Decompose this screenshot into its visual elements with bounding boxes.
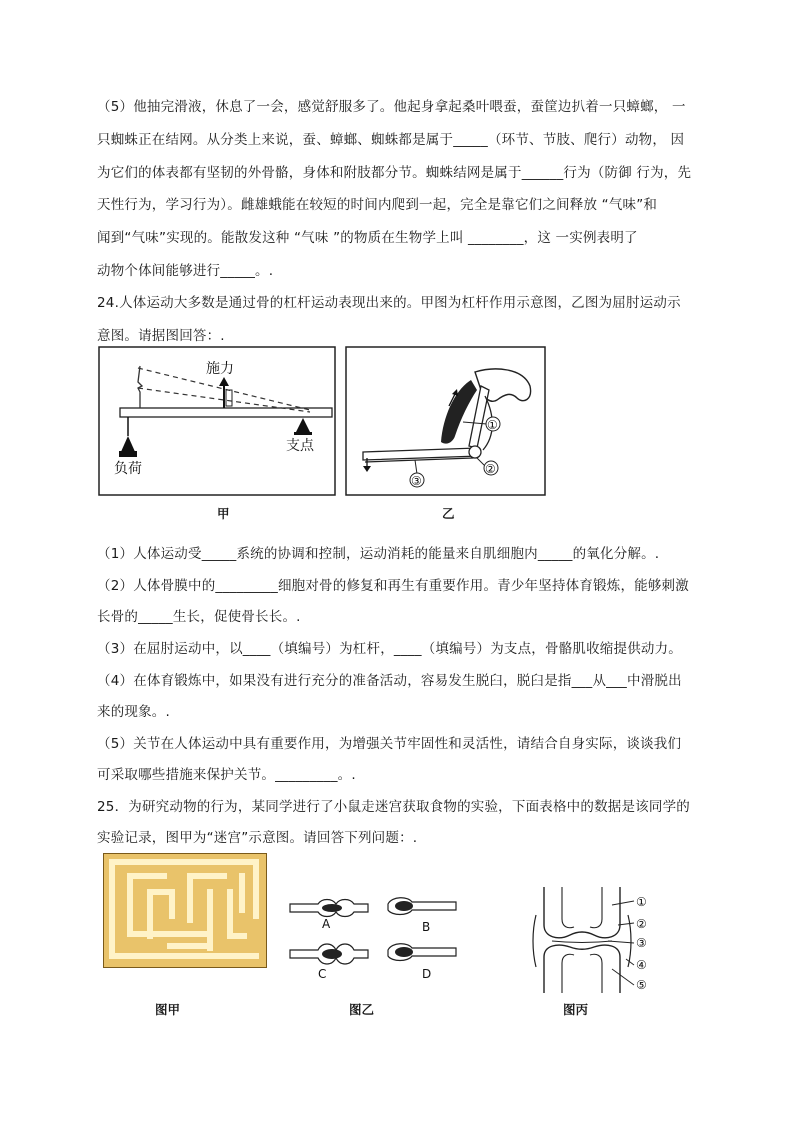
arm-label-2: ② bbox=[485, 462, 496, 476]
joint-label-d: D bbox=[422, 967, 432, 981]
lever-pivot-label: 支点 bbox=[286, 438, 314, 454]
q25-intro-2: 实验记录，图甲为“迷宫”示意图。请回答下列问题：. bbox=[97, 830, 418, 846]
caption-yi: 乙 bbox=[442, 506, 455, 521]
arm-flexion-diagram bbox=[345, 346, 546, 496]
joint-d bbox=[388, 944, 456, 961]
structure-label-5: ⑤ bbox=[636, 978, 647, 992]
q23-line-3: 为它们的体表都有坚韧的外骨骼，身体和附肢都分节。蜘蛛结网是属于______行为（防御 行为，先 bbox=[97, 165, 692, 181]
lever-force-label: 施力 bbox=[206, 361, 234, 377]
structure-label-3: ③ bbox=[636, 936, 647, 950]
q23-line-2: 只蜘蛛正在结网。从分类上来说，蚕、蟑螂、蜘蛛都是属于_____（环节、节肢、爬行）动物， 因 bbox=[97, 132, 685, 148]
caption-joint-structure: 图丙 bbox=[563, 1002, 589, 1017]
q24-question-4a: （4）在体育锻炼中，如果没有进行充分的准备活动，容易发生脱臼，脱臼是指___从___中滑脱出 bbox=[97, 673, 682, 689]
lever-diagram bbox=[98, 346, 336, 496]
joint-b bbox=[388, 898, 456, 915]
joint-label-b: B bbox=[422, 920, 431, 934]
q24-question-3: （3）在屈肘运动中，以____（填编号）为杠杆，____（填编号）为支点，骨骼肌收缩提供动力。 bbox=[97, 641, 682, 657]
caption-joint-types: 图乙 bbox=[349, 1002, 375, 1017]
maze-diagram bbox=[103, 853, 267, 968]
q24-question-5b: 可采取哪些措施来保护关节。_________。. bbox=[97, 767, 356, 783]
q23-line-5: 闻到“气味”实现的。能散发这种 “气味 ”的物质在生物学上叫 ________，这 一实例表明了 bbox=[97, 230, 638, 246]
q24-question-5a: （5）关节在人体运动中具有重要作用，为增强关节牢固性和灵活性，请结合自身实际，谈谈我们 bbox=[97, 736, 682, 752]
joint-types-diagram bbox=[288, 888, 458, 983]
q24-question-4b: 来的现象。. bbox=[97, 704, 170, 720]
arm-label-1: ① bbox=[487, 418, 498, 432]
caption-jia: 甲 bbox=[217, 506, 230, 521]
joint-c bbox=[290, 944, 368, 964]
q24-intro-1: 24.人体运动大多数是通过骨的杠杆运动表现出来的。甲图为杠杆作用示意图，乙图为屈肘运动示 bbox=[97, 295, 681, 311]
q24-question-2a: （2）人体骨膜中的_________细胞对骨的修复和再生有重要作用。青少年坚持体育锻炼，能够刺激 bbox=[97, 578, 689, 594]
q24-intro-2: 意图。请据图回答：. bbox=[97, 328, 225, 344]
structure-label-2: ② bbox=[636, 917, 647, 931]
q23-line-4: 天性行为，学习行为）。雌雄蛾能在较短的时间内爬到一起，完全是靠它们之间释放 “气味”和 bbox=[97, 197, 658, 213]
joint-label-c: C bbox=[318, 967, 327, 981]
q23-line-1: （5）他抽完滑液，休息了一会，感觉舒服多了。他起身拿起桑叶喂蚕，蚕筐边扒着一只蟑螂， 一 bbox=[97, 99, 686, 115]
structure-label-1: ① bbox=[636, 895, 647, 909]
joint-label-a: A bbox=[322, 917, 331, 931]
q24-question-1: （1）人体运动受_____系统的协调和控制，运动消耗的能量来自肌细胞内_____的氧化分解。. bbox=[97, 546, 660, 562]
q23-line-6: 动物个体间能够进行_____。. bbox=[97, 263, 274, 279]
q25-intro-1: 25．为研究动物的行为，某同学进行了小鼠走迷宫获取食物的实验，下面表格中的数据是该同学的 bbox=[97, 799, 690, 815]
joint-a bbox=[290, 900, 368, 917]
q24-question-2b: 长骨的_____生长，促使骨长长。. bbox=[97, 609, 301, 625]
lever-load-label: 负荷 bbox=[114, 461, 142, 477]
caption-maze: 图甲 bbox=[155, 1002, 181, 1017]
joint-structure-diagram bbox=[522, 885, 672, 995]
arm-label-3: ③ bbox=[411, 474, 422, 488]
structure-label-4: ④ bbox=[636, 958, 647, 972]
